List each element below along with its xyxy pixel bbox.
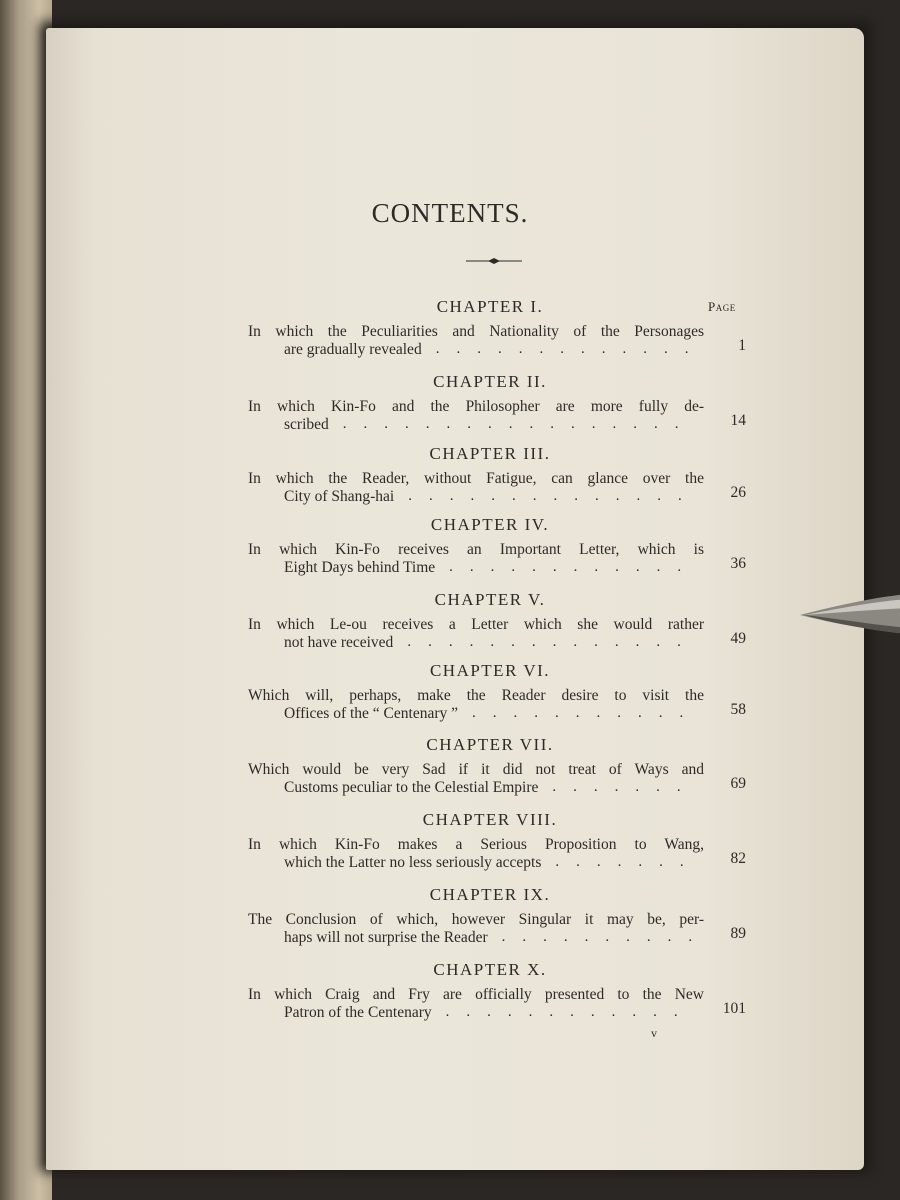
chapter-description-line-1: Which will, perhaps, make the Reader desire to visit the: [248, 687, 704, 704]
leader-dots: ............: [445, 1004, 695, 1020]
chapter-description-line-2: Offices of the “ Centenary ”: [284, 705, 459, 722]
chapter-title: CHAPTER V.: [434, 590, 546, 609]
leader-dots: ..........: [501, 929, 710, 945]
chapter-page-number: 1: [738, 337, 746, 354]
leader-dots: ..............: [407, 634, 698, 650]
chapter-description-line-2: are gradually revealed: [284, 341, 422, 358]
chapter-description-line-1: In which Kin-Fo receives an Important Letter, which is: [248, 541, 704, 558]
leader-dots: .............: [435, 341, 706, 357]
chapter-description-line-1: In which Craig and Fry are officially presented to the New: [248, 986, 704, 1003]
leader-dots: .......: [555, 854, 701, 870]
chapter-title: CHAPTER I.: [436, 297, 544, 316]
chapter-title: CHAPTER VII.: [426, 735, 554, 754]
folio-number: v: [651, 1026, 657, 1040]
chapter-title: CHAPTER VIII.: [422, 810, 558, 829]
leader-dots: .......: [552, 779, 698, 795]
leader-dots: ..............: [408, 488, 699, 504]
chapter-title: CHAPTER VI.: [429, 661, 551, 680]
contents-heading: CONTENTS.: [371, 198, 529, 228]
chapter-description-line-1: In which Kin-Fo makes a Serious Proposition to Wang,: [248, 836, 704, 853]
chapter-description-line-1: In which Kin-Fo and the Philosopher are more fully de-: [248, 398, 704, 415]
chapter-description-line-2: scribed: [284, 416, 329, 433]
chapter-description-line-1: In which the Reader, without Fatigue, can glance over the: [248, 470, 704, 487]
chapter-page-number: 58: [730, 701, 746, 718]
chapter-description-line-2: City of Shang-hai: [284, 488, 395, 505]
chapter-description-line-2: not have received: [284, 634, 394, 651]
chapter-page-number: 14: [730, 412, 746, 429]
chapter-description-line-2: haps will not surprise the Reader: [284, 929, 488, 946]
chapter-page-number: 89: [730, 925, 746, 942]
chapter-description-line-1: Which would be very Sad if it did not treat of Ways and: [248, 761, 704, 778]
leader-dots: .................: [342, 416, 696, 432]
chapter-page-number: 69: [730, 775, 746, 792]
chapter-title: CHAPTER IV.: [430, 515, 550, 534]
chapter-page-number: 101: [722, 1000, 746, 1017]
chapter-page-number: 49: [730, 630, 746, 647]
leader-dots: ............: [449, 559, 699, 575]
leader-dots: ...........: [472, 705, 701, 721]
chapter-description-line-1: In which Le-ou receives a Letter which she would rather: [248, 616, 704, 633]
ornament-divider: [466, 254, 522, 268]
chapter-description-line-1: The Conclusion of which, however Singular it may be, per-: [248, 911, 704, 928]
chapter-page-number: 26: [730, 484, 746, 501]
chapter-description-line-2: Eight Days behind Time: [284, 559, 436, 576]
metal-bookmark-clip: [798, 590, 900, 640]
chapter-title: CHAPTER X.: [433, 960, 547, 979]
chapter-title: CHAPTER II.: [433, 372, 547, 391]
chapter-description-line-1: In which the Peculiarities and Nationality of the Personages: [248, 323, 704, 340]
chapter-description-line-2: Patron of the Centenary: [284, 1004, 432, 1021]
chapter-title: CHAPTER IX.: [429, 885, 551, 904]
chapter-page-number: 36: [730, 555, 746, 572]
chapter-description-line-2: Customs peculiar to the Celestial Empire: [284, 779, 539, 796]
chapter-title: CHAPTER III.: [429, 444, 551, 463]
chapter-page-number: 82: [730, 850, 746, 867]
page-column-label: Page: [708, 299, 736, 314]
chapter-description-line-2: which the Latter no less seriously accepts: [284, 854, 542, 871]
